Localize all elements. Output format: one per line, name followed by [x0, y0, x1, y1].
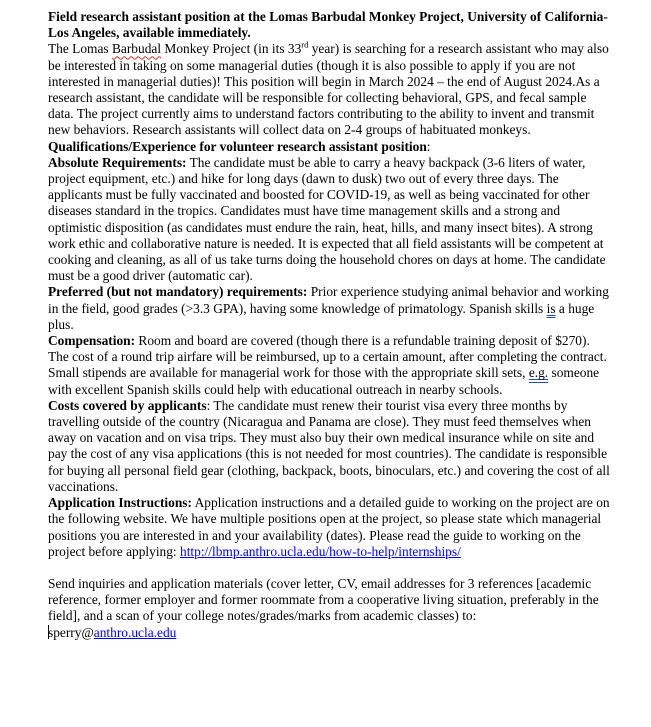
compensation-section: [48, 333, 611, 398]
grammar-is: is: [546, 300, 556, 316]
compensation-text: Room and board are covered (though there is a refundable training deposit of $270). The cost of a round trip airfare will be reimbursed, up to a certain amount, after completing the contract. Small stipends are available for managerial work for those with the appropriate skill sets,: [48, 333, 607, 381]
qualifications-colon: :: [426, 138, 431, 154]
grammar-eg: e.g.: [528, 365, 549, 381]
absolute-label: Absolute Requirements:: [48, 154, 187, 170]
costs-section: [48, 398, 611, 495]
paragraph-gap: [48, 560, 611, 576]
qualifications-heading-line: [48, 139, 611, 155]
page-title: Field research assistant position at the Lomas Barbudal Monkey Project, University of California-Los Angeles, available immediately.: [48, 9, 608, 41]
compensation-label: Compensation:: [48, 333, 136, 349]
email-link[interactable]: anthro.ucla.edu: [93, 624, 177, 640]
inquiries-text: Send inquiries and application materials (cover letter, CV, email addresses for 3 references [academic reference, former employer and former roommate from a cooperative living situation, preferably in the field], and a scan of your college notes/grades/marks from academic classes) to:: [48, 575, 599, 624]
intro-pre: The Lomas: [48, 41, 112, 57]
compensation-end: someone with excellent Spanish skills could help with educational outreach in nearby schools.: [48, 365, 600, 397]
absolute-requirements: [48, 155, 611, 285]
spellcheck-barbudal: Barbudal: [111, 41, 162, 57]
qualifications-heading: Qualifications/Experience for volunteer research assistant position: [48, 138, 427, 154]
intro-post: year) is searching for a research assistant who may also be interested in taking on some managerial duties (though it is also possible to apply if you are not interested in managerial duties)! This position will begin in March 2024 – the end of August 2024.As a research assistant, the candidate will be responsible for collecting behavioral, GPS, and fecal sample data. The project currently aims to understand factors contributing to the ability to invent and transmit new behaviors. Research assistants will collect data on 2-4 groups of habituated monkeys.: [48, 41, 609, 138]
costs-text: : The candidate must renew their tourist visa every three months by travelling outside of the country (Nicaragua and Panama are close). They must feed themselves when away on vacation and on visa trips. They must also buy their own medical insurance while on site and pay the cost of any visa applications (this is not needed for most countries). The candidate is responsible for buying all personal field gear (clothing, backpack, boots, binoculars, etc.) and covering the cost of all vaccinations.: [48, 397, 610, 494]
intro-mid: Monkey Project (in its 33: [161, 41, 302, 57]
preferred-label: Preferred (but not mandatory) requirements:: [48, 284, 308, 300]
preferred-requirements: [48, 284, 611, 333]
intro-paragraph: [48, 41, 611, 138]
email-user: sperry@: [48, 624, 94, 640]
intro-superscript: rd: [301, 39, 309, 50]
absolute-text: The candidate must be able to carry a heavy backpack (3-6 liters of water, project equipment, etc.) and hike for long days (dawn to dusk) two out of every three days. The applicants must be fully vaccinated and boosted for COVID-19, as well as being vaccinated for other diseases standard in the tropics. Candidates must have time management skills and a strong and optimistic disposition (as candidates must endure the rain, heat, hills, and many insect bites). A strong work ethic and collaborative nature is needed. It is expected that all field assistants will be competent at cooking and cleaning, as all of us take turns doing the household chores on days at home. The candidate must be a good driver (automatic car).: [48, 154, 606, 284]
inquiries-paragraph: [48, 576, 611, 641]
preferred-end: a huge plus.: [48, 300, 595, 332]
internships-link[interactable]: http://lbmp.anthro.ucla.edu/how-to-help/internships/: [180, 543, 461, 559]
application-text: Application instructions and a detailed guide to working on the project are on the following website. We have multiple positions open at the project, so please state which managerial positions you are interested in and your availability (dates). Please read the guide to working on the project before applying:: [48, 495, 610, 559]
costs-label: Costs covered by applicants: [48, 397, 207, 413]
application-section: [48, 495, 611, 560]
preferred-text: Prior experience studying animal behavior and working in the field, good grades (>3.3 GPA), having some knowledge of primatology. Spanish skills: [48, 284, 609, 316]
application-label: Application Instructions:: [48, 495, 192, 511]
